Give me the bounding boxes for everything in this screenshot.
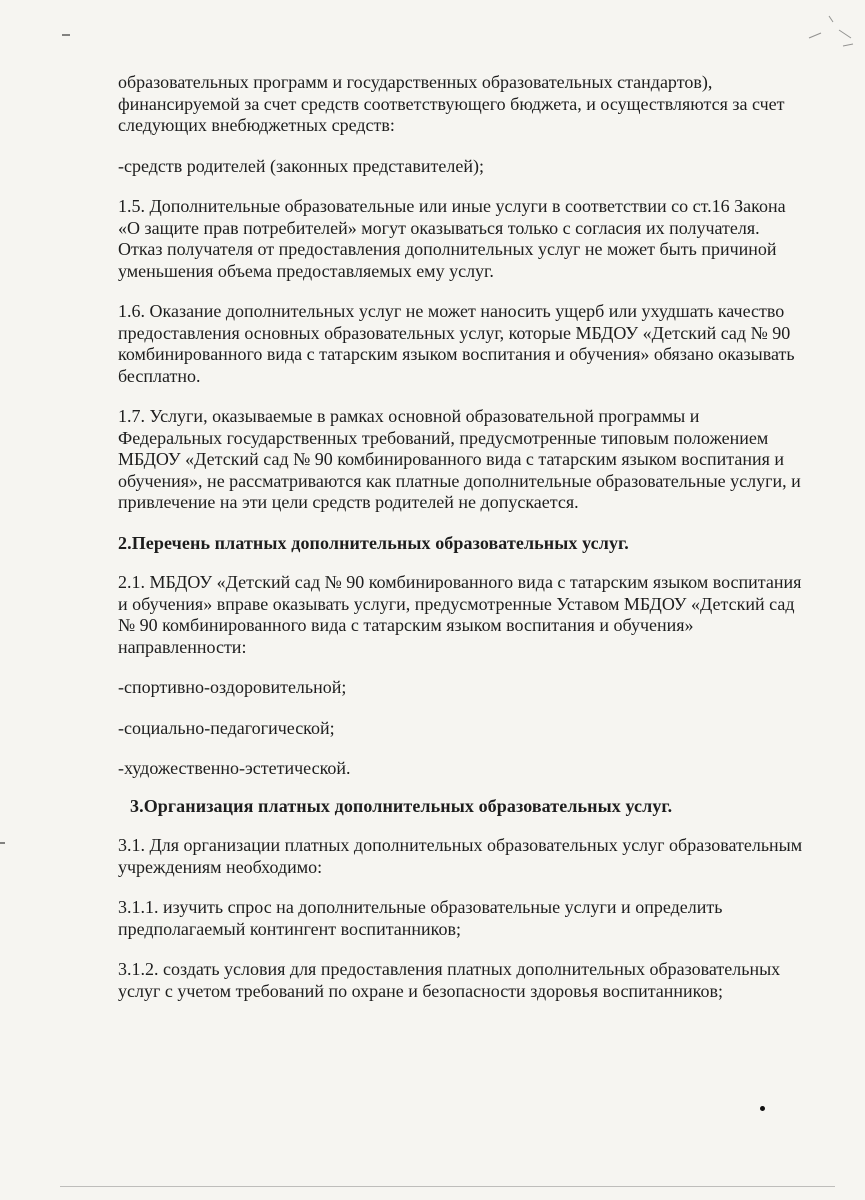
paragraph-3-1-2: 3.1.2. создать условия для предоставления платных дополнительных образовательных услуг с учетом требований по охране и безопасности здоровья воспитанников; — [118, 959, 781, 1001]
scan-mark-top-left — [62, 34, 70, 36]
list-item-art: -художественно-эстетической. — [118, 758, 351, 778]
scan-bottom-edge — [60, 1186, 835, 1187]
paragraph-1-6: 1.6. Оказание дополнительных услуг не может наносить ущерб или ухудшать качество предоставления основных образовательных услуг, которые МБДОУ «Детский сад № 90 комбинированного вида с татарским языком воспитания и обучения» обязано оказывать бесплатно. — [118, 301, 795, 386]
scan-mark-left-edge — [0, 842, 5, 844]
paragraph-1-5: 1.5. Дополнительные образовательные или иные услуги в соответствии со ст.16 Закона «О защите прав потребителей» могут оказываться только с согласия их получателя. Отказ получателя от предоставления дополнительных услуг не может быть причиной уменьшения объема предоставляемых ему услуг. — [118, 196, 786, 281]
scan-corner-marks — [799, 8, 859, 68]
scan-dot — [760, 1106, 765, 1111]
paragraph-2-1: 2.1. МБДОУ «Детский сад № 90 комбинированного вида с татарским языком воспитания и обучения» вправе оказывать услуги, предусмотренные Уставом МБДОУ «Детский сад № 90 комбинированного вида с татарским языком воспитания и обучения» направленности: — [118, 572, 802, 657]
paragraph-3-1: 3.1. Для организации платных дополнительных образовательных услуг образовательным учреждениям необходимо: — [118, 835, 803, 877]
paragraph-parents-funds: -средств родителей (законных представителей); — [118, 155, 484, 176]
document-body — [118, 72, 808, 1021]
paragraph-1-7: 1.7. Услуги, оказываемые в рамках основной образовательной программы и Федеральных государственных требований, предусмотренные типовым положением МБДОУ «Детский сад № 90 комбинированного вида с татарским языком воспитания и обучения», не рассматриваются как платные дополнительные образовательные услуги, и привлечение на эти цели средств родителей не допускается. — [118, 406, 801, 512]
section-2-heading: 2.Перечень платных дополнительных образовательных услуг. — [118, 532, 629, 553]
paragraph-3-1-1: 3.1.1. изучить спрос на дополнительные образовательные услуги и определить предполагаемый контингент воспитанников; — [118, 897, 723, 939]
paragraph-intro: образовательных программ и государственных образовательных стандартов), финансируемой за счет средств соответствующего бюджета, и осуществляются за счет следующих внебюджетных средств: — [118, 72, 785, 135]
section-3-heading: 3.Организация платных дополнительных образовательных услуг. — [130, 795, 673, 816]
list-item-sport: -спортивно-оздоровительной; — [118, 677, 347, 697]
list-item-social: -социально-педагогической; — [118, 717, 335, 738]
